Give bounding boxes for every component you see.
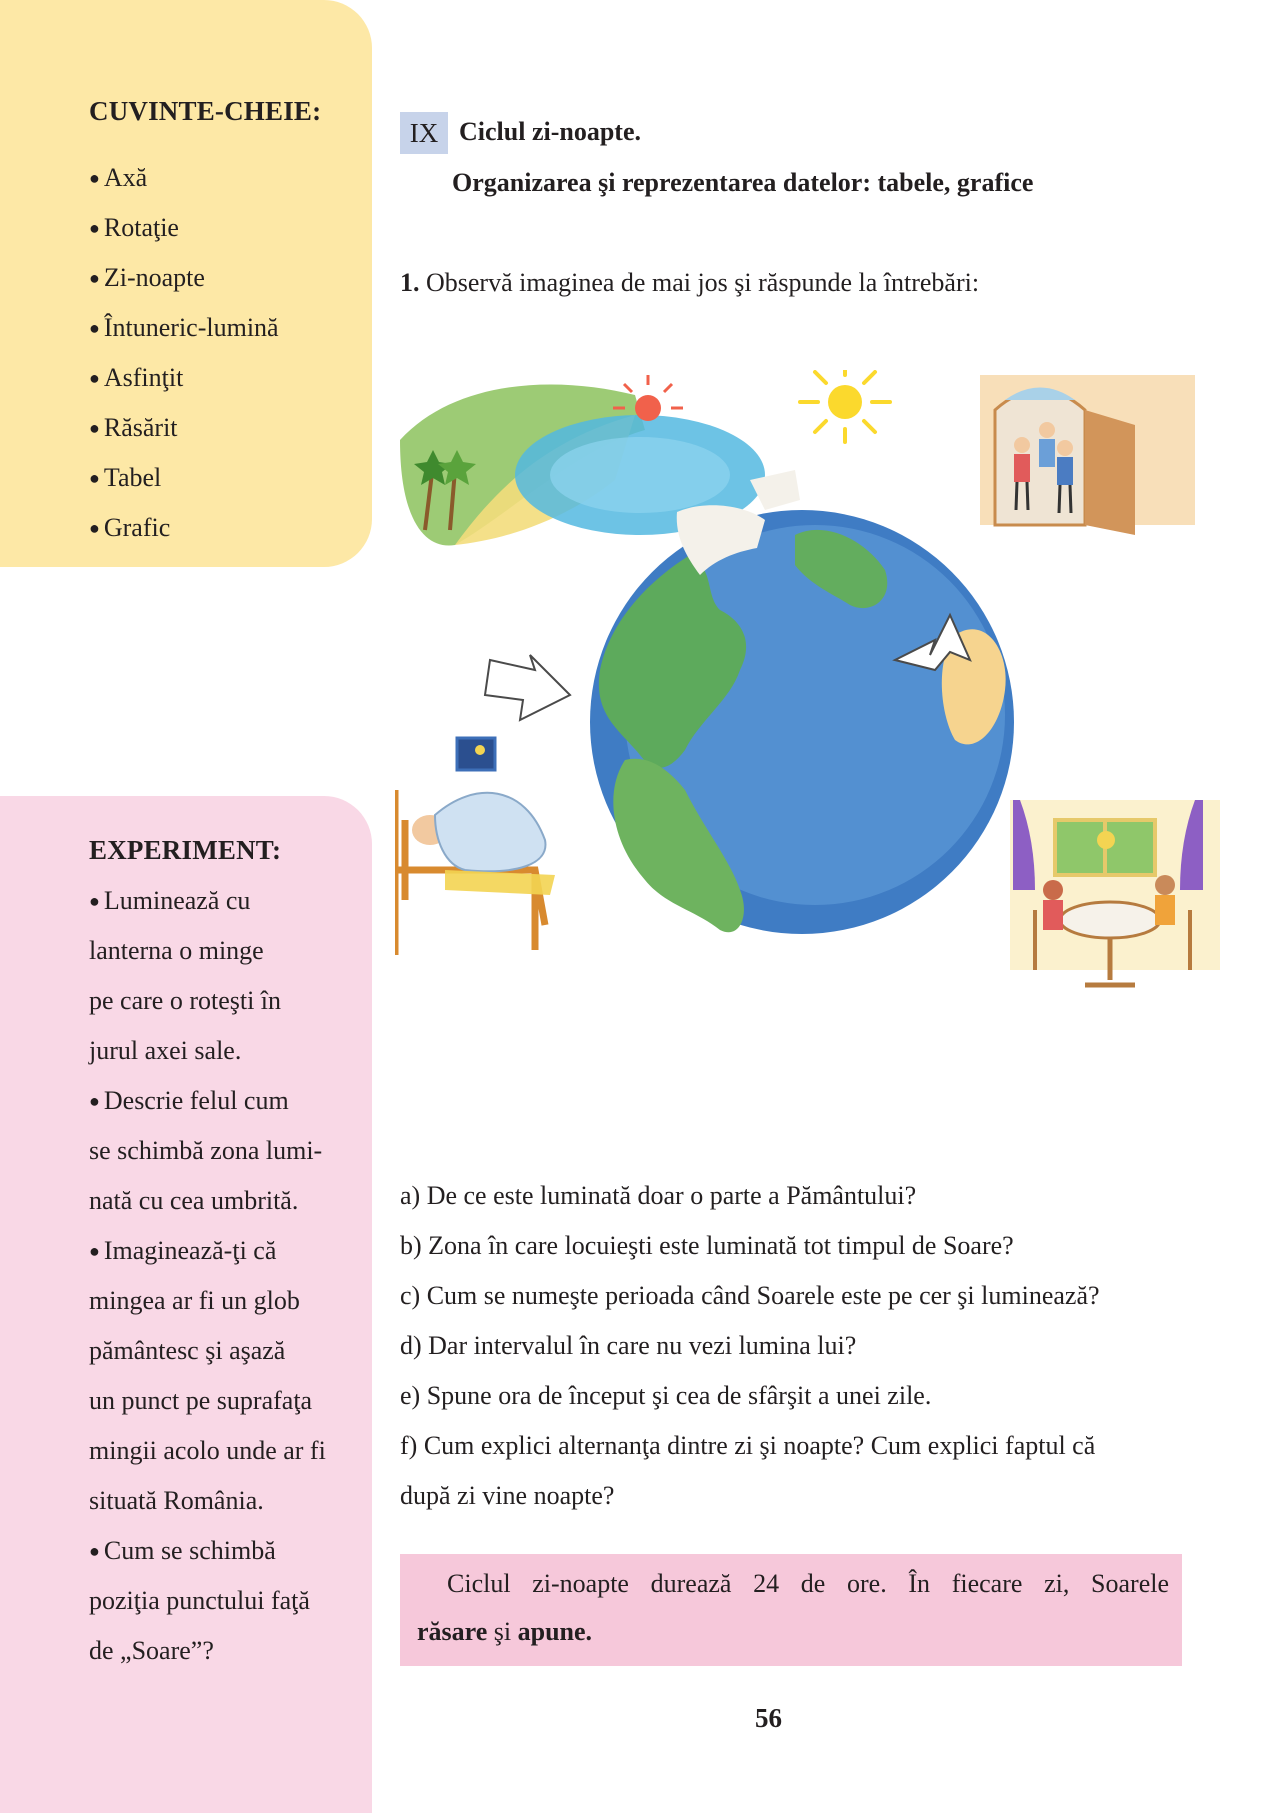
note-keyword-sunrise: răsare xyxy=(417,1617,488,1646)
exercise-prompt xyxy=(400,268,979,298)
list-item: ● Asfinţit xyxy=(89,353,279,403)
question-item: b) Zona în care locuieşti este luminată tot timpul de Soare? xyxy=(400,1231,1014,1260)
experiment-line: ● Imaginează-ţi că xyxy=(89,1226,359,1276)
experiment-line: nată cu cea umbrită. xyxy=(89,1186,299,1215)
bullet-icon: ● xyxy=(89,418,100,438)
experiment-line: ● Descrie felul cum xyxy=(89,1076,359,1126)
question-item: c) Cum se numeşte perioada când Soarele este pe cer şi luminează? xyxy=(400,1281,1100,1310)
bullet-icon: ● xyxy=(89,891,100,911)
exercise-number: 1. xyxy=(400,268,420,297)
day-night-illustration xyxy=(395,370,1230,1070)
list-item: ● Tabel xyxy=(89,453,279,503)
experiment-line: poziţia punctului faţă xyxy=(89,1586,310,1615)
experiment-title: EXPERIMENT: xyxy=(89,835,282,865)
exercise-text: Observă imaginea de mai jos şi răspunde la întrebări: xyxy=(426,268,980,297)
bullet-icon: ● xyxy=(89,468,100,488)
sun-icon xyxy=(800,370,890,442)
experiment-line: mingea ar fi un glob xyxy=(89,1286,300,1315)
experiment-line: situată România. xyxy=(89,1486,264,1515)
question-item: f) Cum explici alternanţa dintre zi şi noapte? Cum explici faptul că xyxy=(400,1431,1096,1460)
experiment-line: se schimbă zona lumi- xyxy=(89,1136,323,1165)
keywords-title: CUVINTE-CHEIE: xyxy=(89,96,322,126)
keywords-list xyxy=(89,153,279,553)
school-door-image xyxy=(980,375,1195,535)
experiment-line: lanterna o minge xyxy=(89,936,264,965)
note-keyword-sunset: apune. xyxy=(517,1617,593,1646)
bullet-icon: ● xyxy=(89,1541,100,1561)
experiment-line: de „Soare”? xyxy=(89,1636,214,1665)
experiment-line: jurul axei sale. xyxy=(89,1036,242,1065)
chapter-title: Ciclul zi-noapte. xyxy=(459,117,641,146)
questions-list xyxy=(400,1171,1200,1521)
experiment-text xyxy=(89,876,359,1676)
bullet-icon: ● xyxy=(89,368,100,388)
chapter-number-badge: IX xyxy=(400,112,448,154)
earth-globe-image xyxy=(590,470,1014,934)
bullet-icon: ● xyxy=(89,518,100,538)
list-item: ● Răsărit xyxy=(89,403,279,453)
experiment-line: un punct pe suprafaţa xyxy=(89,1386,313,1415)
note-text: Ciclul zi-noapte durează 24 de ore. În fiecare zi, Soarele xyxy=(447,1569,1169,1598)
experiment-line: pământesc şi aşază xyxy=(89,1336,286,1365)
list-item: ● Zi-noapte xyxy=(89,253,279,303)
list-item: ● Rotaţie xyxy=(89,203,279,253)
question-item: e) Spune ora de început şi cea de sfârşit a unei zile. xyxy=(400,1381,932,1410)
experiment-line: pe care o roteşti în xyxy=(89,986,282,1015)
family-dinner-image xyxy=(1010,800,1220,985)
chapter-subtitle: Organizarea şi reprezentarea datelor: tabele, grafice xyxy=(452,168,1034,197)
bullet-icon: ● xyxy=(89,318,100,338)
list-item: ● Întuneric-lumină xyxy=(89,303,279,353)
note-connector: şi xyxy=(493,1617,512,1646)
list-item: ● Grafic xyxy=(89,503,279,553)
bullet-icon: ● xyxy=(89,1241,100,1261)
sleeping-child-image xyxy=(395,738,555,955)
list-item: ● Axă xyxy=(89,153,279,203)
bullet-icon: ● xyxy=(89,218,100,238)
page-number: 56 xyxy=(755,1703,782,1733)
summary-note xyxy=(400,1554,1182,1666)
note-text-continued xyxy=(417,1612,592,1652)
bullet-icon: ● xyxy=(89,168,100,188)
keywords-box xyxy=(0,0,372,567)
experiment-line: ● Luminează cu xyxy=(89,876,359,926)
question-item: după zi vine noapte? xyxy=(400,1481,615,1510)
question-item: a) De ce este luminată doar o parte a Pământului? xyxy=(400,1181,917,1210)
bullet-icon: ● xyxy=(89,268,100,288)
question-item: d) Dar intervalul în care nu vezi lumina lui? xyxy=(400,1331,857,1360)
experiment-box xyxy=(0,796,372,1813)
experiment-line: mingii acolo unde ar fi xyxy=(89,1436,326,1465)
bullet-icon: ● xyxy=(89,1091,100,1111)
rotation-arrow-left-icon xyxy=(485,655,570,720)
experiment-line: ● Cum se schimbă xyxy=(89,1526,359,1576)
